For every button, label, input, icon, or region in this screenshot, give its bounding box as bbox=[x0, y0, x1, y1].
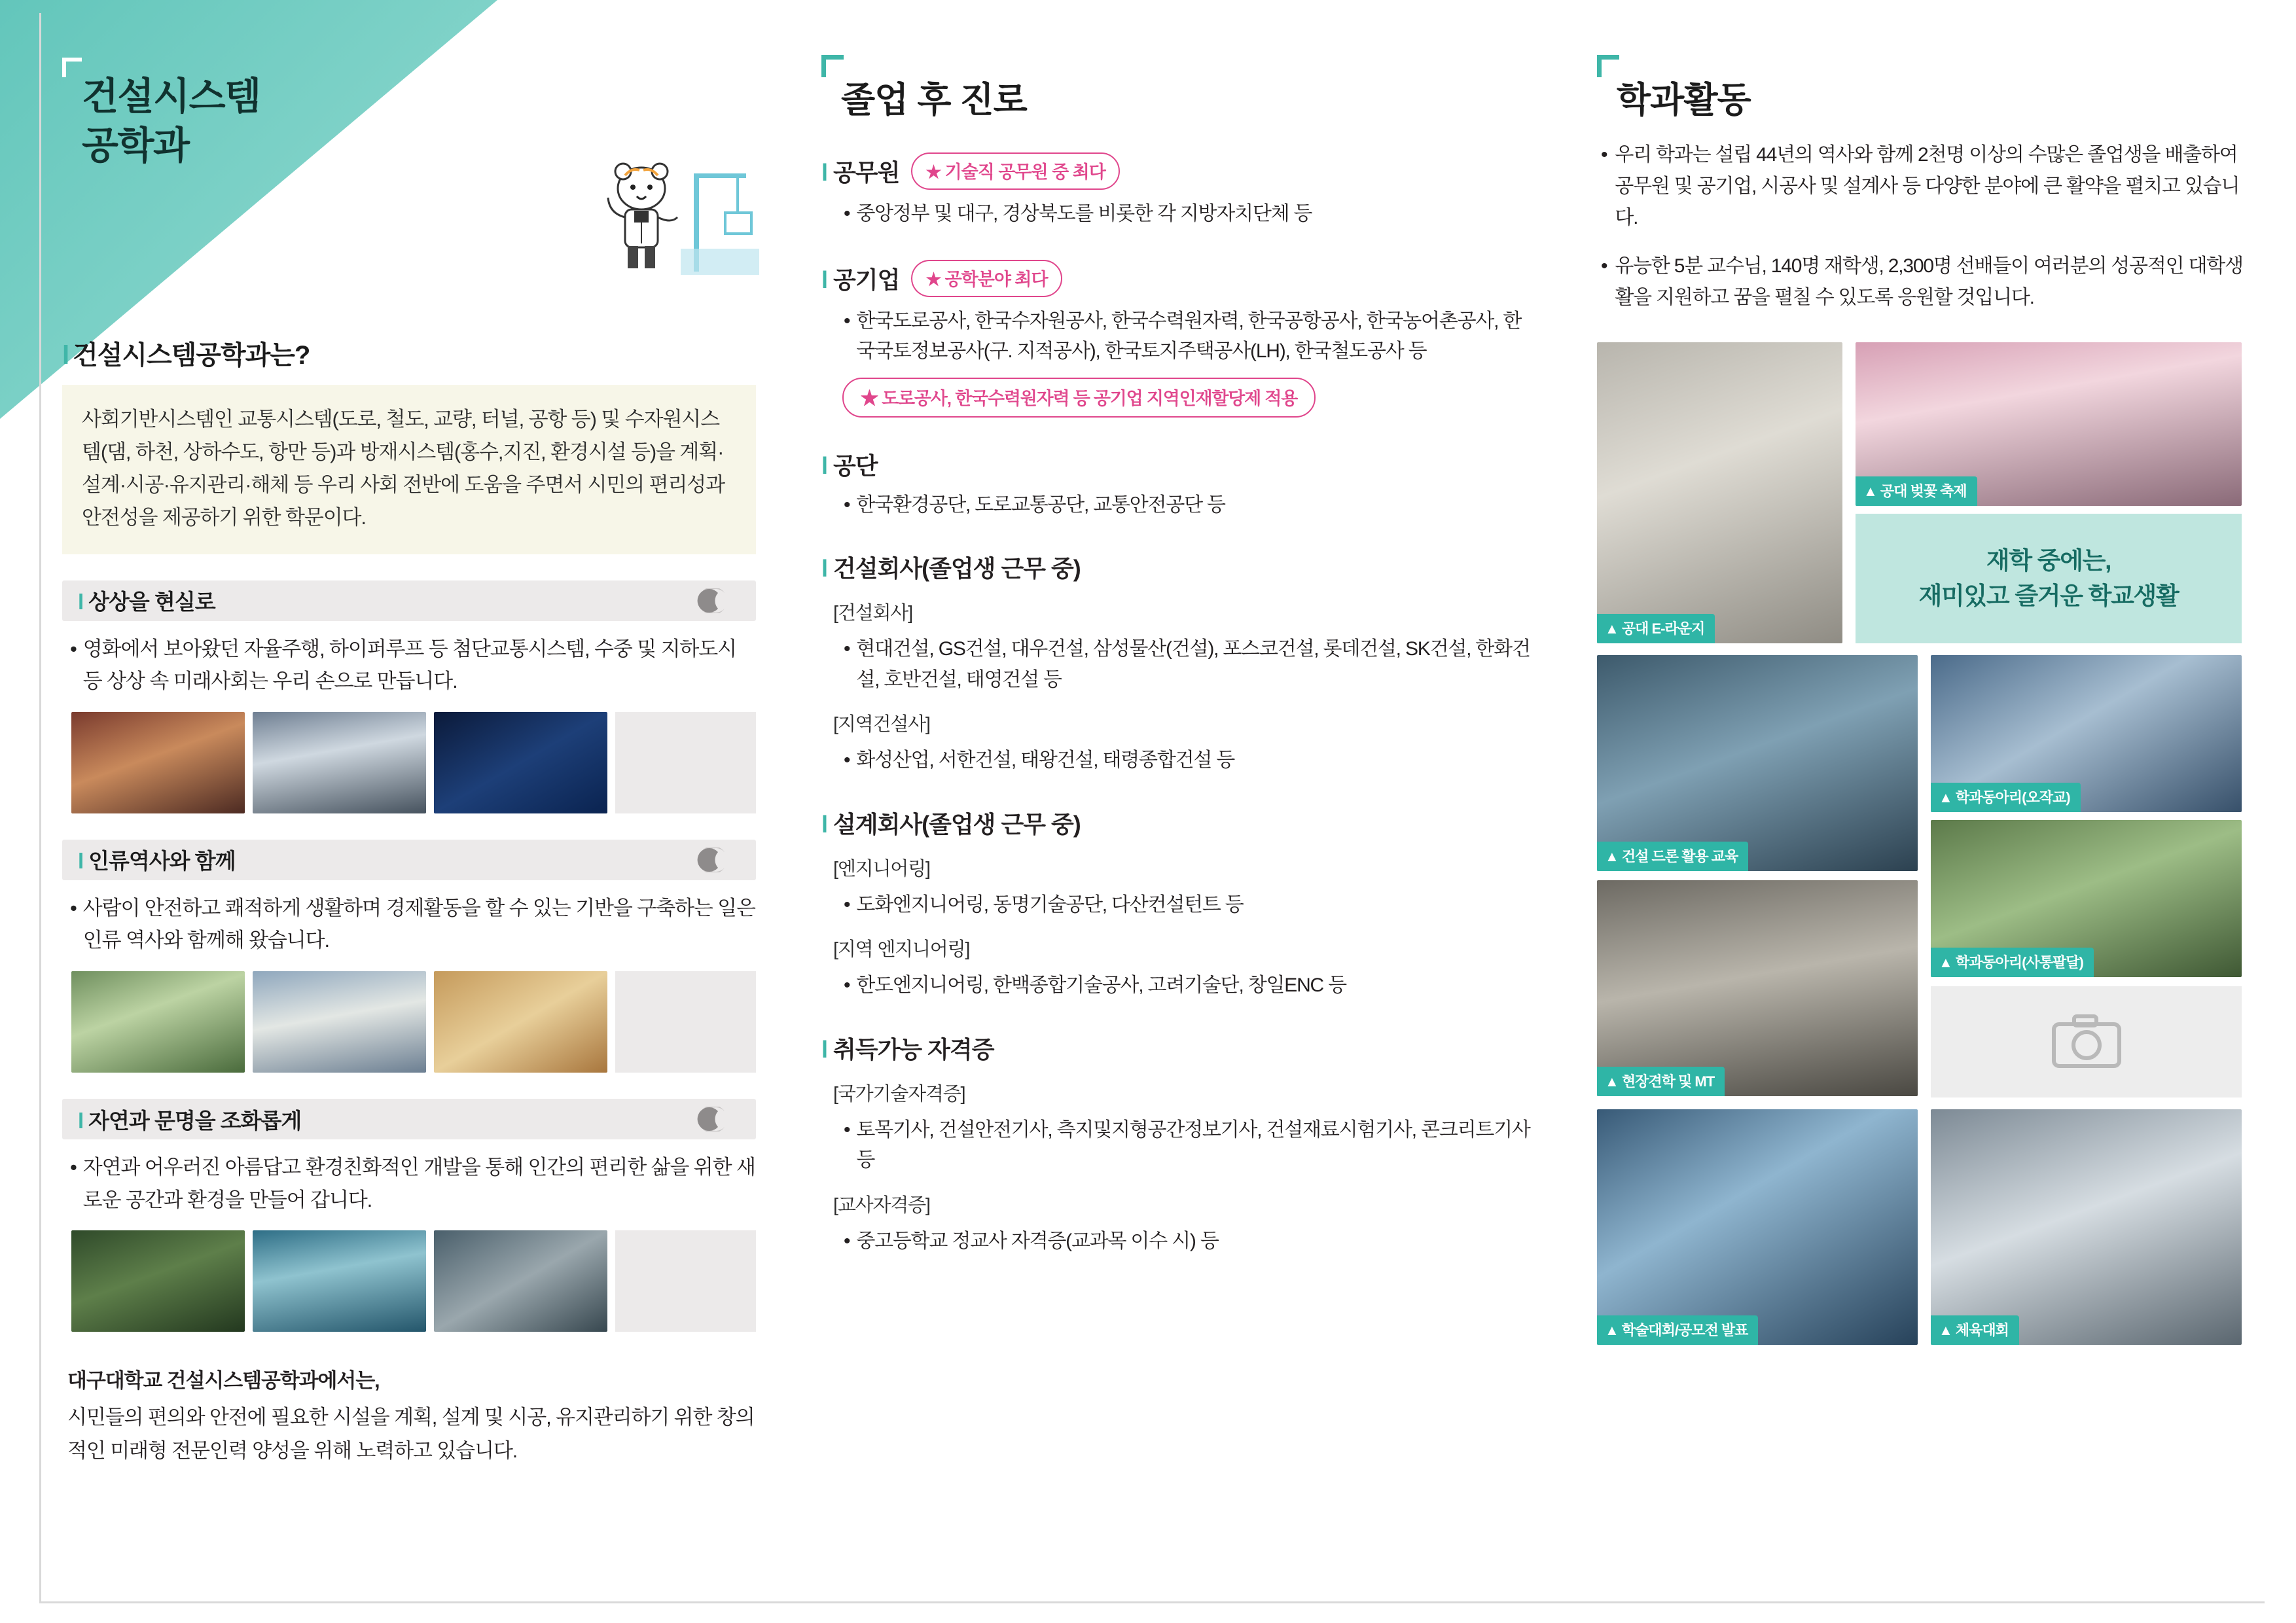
heading-bar-icon: l bbox=[78, 590, 84, 615]
activities-bullet-1: • 우리 학과는 설립 44년의 역사와 함께 2천명 이상의 수많은 졸업생을 배출하여 공무원 및 공기업, 시공사 및 설계사 등 다양한 분야에 큰 활약을 펼치고 있습니다. bbox=[1597, 139, 2258, 234]
bullet-dot: • bbox=[844, 203, 850, 224]
section-text-2: • 사람이 안전하고 쾌적하게 생활하며 경제활동을 할 수 있는 기반을 구축하는 일은 인류 역사와 함께해 왔습니다. bbox=[62, 892, 756, 957]
heading-bar-icon: l bbox=[78, 1108, 84, 1133]
moon-decoration-icon bbox=[696, 1107, 739, 1132]
closing-paragraph bbox=[62, 1364, 756, 1467]
coastal-bridge-photo bbox=[434, 1230, 607, 1332]
intro-body-text: 사회기반시스템인 교통시스템(도로, 철도, 교량, 터널, 공항 등) 및 수자원시스템(댐, 하천, 상하수도, 항만 등)과 방재시스템(홍수,지진, 환경시설 등)을 계획·설계·시공·유지관리·해체 등 우리 사회 전반에 도움을 주면서 시민의 편리성과 안전성을 제공하기 위한 학문이다. bbox=[62, 385, 756, 554]
star-icon: ★ bbox=[925, 162, 941, 182]
section-header-1: l 상상을 현실로 bbox=[62, 580, 756, 621]
badge-regional-quota: ★ 도로공사, 한국수력원자력 등 공기업 지역인재할당제 적용 bbox=[842, 378, 1316, 418]
mint-text-line1: 재학 중에는, bbox=[1986, 547, 2111, 575]
subsection-heading-corporation: l 공단 bbox=[821, 452, 878, 479]
section-text-1: • 영화에서 보아왔던 자율주행, 하이퍼루프 등 첨단교통시스템, 수중 및 지하도시 등 상상 속 미래사회는 우리 손으로 만듭니다. bbox=[62, 633, 756, 698]
bullet-dot: • bbox=[844, 1230, 850, 1252]
closing-body: 시민들의 편의와 안전에 필요한 시설을 계획, 설계 및 시공, 유지관리하기 위한 창의적인 미래형 전문인력 양성을 위해 노력하고 있습니다. bbox=[67, 1406, 755, 1462]
subsection-heading-design-company: l 설계회사(졸업생 근무 중) bbox=[821, 810, 1081, 838]
fountain-square-photo bbox=[253, 971, 426, 1073]
section-text-3: • 자연과 어우러진 아름답고 환경친화적인 개발을 통해 인간의 편리한 삶을 위한 새로운 공간과 환경을 만들어 갑니다. bbox=[62, 1151, 756, 1216]
photo-caption: ▲ 공대 벚꽃 축제 bbox=[1856, 476, 1977, 506]
heading-bar-icon: l bbox=[821, 159, 828, 186]
activities-section-title: 학과활동 bbox=[1597, 72, 2258, 122]
badge-public-enterprise: ★ 공학분야 최다 bbox=[911, 260, 1062, 297]
section-photos-2 bbox=[62, 971, 756, 1073]
bullet-dot: • bbox=[844, 974, 850, 996]
sports-day-photo bbox=[1931, 1109, 2242, 1345]
bracket-icon bbox=[821, 55, 844, 77]
camera-icon bbox=[2051, 1012, 2123, 1071]
bullet-dot: • bbox=[844, 749, 850, 771]
group-label: [교사자격증] bbox=[833, 1194, 930, 1216]
photo-placeholder-box bbox=[1931, 986, 2242, 1097]
group-label: [지역건설사] bbox=[833, 714, 930, 735]
drone-education-photo bbox=[1597, 655, 1918, 871]
heading-bar-icon: l bbox=[821, 266, 828, 293]
activities-photo-grid bbox=[1597, 342, 2251, 1481]
photo-caption: ▲ 학과동아리(오작교) bbox=[1931, 783, 2081, 812]
bracket-icon bbox=[1597, 55, 1619, 77]
bullet-dot: • bbox=[844, 493, 850, 516]
bullet-dot: • bbox=[844, 310, 850, 332]
section-header-2: l 인류역사와 함께 bbox=[62, 840, 756, 880]
tunnel-photo bbox=[71, 712, 245, 813]
field-trip-mt-photo bbox=[1597, 880, 1918, 1096]
club-sapalddal-photo bbox=[1931, 820, 2242, 977]
subsection-heading-construction-company: l 건설회사(졸업생 근무 중) bbox=[821, 555, 1081, 582]
bullet-dot: • bbox=[1601, 255, 1607, 277]
list-item: • 도화엔지니어링, 동명기술공단, 다산컨설턴트 등 bbox=[821, 890, 1535, 921]
intro-heading: l 건설시스템공학과는? bbox=[62, 340, 310, 370]
heading-bar-icon: l bbox=[62, 340, 69, 370]
pyramid-photo bbox=[434, 971, 607, 1073]
heading-bar-icon: l bbox=[821, 555, 828, 582]
bullet-dot: • bbox=[70, 637, 77, 660]
photo-caption: ▲ 체육대회 bbox=[1931, 1315, 2019, 1345]
activities-bullet-2: • 유능한 5분 교수님, 140명 재학생, 2,300명 선배들이 여러분의 성공적인 대학생활을 지원하고 꿈을 펼칠 수 있도록 응원할 것입니다. bbox=[1597, 251, 2258, 313]
mint-text-line2: 재미있고 즐거운 학교생활 bbox=[1918, 582, 2179, 609]
group-label: [국가기술자격증] bbox=[833, 1083, 965, 1105]
left-column bbox=[62, 72, 756, 1467]
bullet-dot: • bbox=[844, 638, 850, 660]
photo-caption: ▲ 공대 E-라운지 bbox=[1597, 614, 1715, 643]
list-item: • 토목기사, 건설안전기사, 측지및지형공간정보기사, 건설재료시험기사, 콘크리트기사 등 bbox=[821, 1115, 1535, 1176]
closing-bold-line: 대구대학교 건설시스템공학과에서는, bbox=[67, 1369, 380, 1393]
department-title-line1: 건설시스템 bbox=[82, 75, 260, 118]
list-item: • 한도엔지니어링, 한백종합기술공사, 고려기술단, 창일ENC 등 bbox=[821, 971, 1535, 1001]
photo-row-filler bbox=[615, 971, 756, 1073]
middle-column bbox=[821, 72, 1535, 1257]
list-item: • 중고등학교 정교사 자격증(교과목 이수 시) 등 bbox=[821, 1226, 1535, 1257]
bullet-dot: • bbox=[70, 896, 77, 919]
club-ojakgyo-photo bbox=[1931, 655, 2242, 812]
heading-bar-icon: l bbox=[78, 849, 84, 874]
section-header-3: l 자연과 문명을 조화롭게 bbox=[62, 1099, 756, 1139]
bullet-dot: • bbox=[70, 1156, 77, 1179]
smart-city-photo bbox=[434, 712, 607, 813]
subsection-heading-public-enterprise: l 공기업 ★ 공학분야 최다 bbox=[821, 260, 1535, 297]
train-photo bbox=[253, 712, 426, 813]
heading-bar-icon: l bbox=[821, 810, 828, 838]
photo-caption: ▲ 현장견학 및 MT bbox=[1597, 1067, 1725, 1096]
list-item: • 한국도로공사, 한국수자원공사, 한국수력원자력, 한국공항공사, 한국농어촌공사, 한국국토정보공사(구. 지적공사), 한국토지주택공사(LH), 한국철도공사 등 bbox=[821, 306, 1535, 367]
list-item: • 화성산업, 서한건설, 태왕건설, 태령종합건설 등 bbox=[821, 745, 1535, 776]
heading-bar-icon: l bbox=[821, 1035, 828, 1063]
photo-caption: ▲ 건설 드론 활용 교육 bbox=[1597, 842, 1748, 871]
list-item: • 현대건설, GS건설, 대우건설, 삼성물산(건설), 포스코건설, 롯데건설, SK건설, 한화건설, 호반건설, 태영건설 등 bbox=[821, 634, 1535, 695]
photo-row-filler bbox=[615, 712, 756, 813]
tiger-mascot-icon bbox=[566, 151, 762, 294]
star-icon: ★ bbox=[925, 269, 941, 289]
group-label: [지역 엔지니어링] bbox=[833, 939, 970, 960]
section-photos-1 bbox=[62, 712, 756, 813]
bracket-icon bbox=[62, 58, 82, 77]
subsection-heading-public-servant: l 공무원 ★ 기술직 공무원 중 최다 bbox=[821, 152, 1535, 190]
moon-decoration-icon bbox=[696, 588, 739, 613]
department-title-line2: 공학과 bbox=[82, 124, 189, 168]
cherry-blossom-festival-photo bbox=[1856, 342, 2242, 506]
career-section-title: 졸업 후 진로 bbox=[821, 72, 1535, 122]
eng-lounge-photo bbox=[1597, 342, 1842, 643]
badge-public-servant: ★ 기술직 공무원 중 최다 bbox=[911, 152, 1119, 190]
conference-presentation-photo bbox=[1597, 1109, 1918, 1345]
group-label: [건설회사] bbox=[833, 603, 912, 624]
forest-road-photo bbox=[71, 1230, 245, 1332]
bullet-dot: • bbox=[844, 893, 850, 916]
list-item: • 한국환경공단, 도로교통공단, 교통안전공단 등 bbox=[821, 490, 1535, 521]
section-photos-3 bbox=[62, 1230, 756, 1332]
stone-bridge-photo bbox=[71, 971, 245, 1073]
subsection-heading-certificates: l 취득가능 자격증 bbox=[821, 1035, 994, 1063]
group-label: [엔지니어링] bbox=[833, 858, 930, 880]
heading-bar-icon: l bbox=[821, 452, 828, 479]
photo-caption: ▲ 학과동아리(사통팔달) bbox=[1931, 948, 2094, 977]
right-column bbox=[1597, 72, 2258, 1481]
bullet-dot: • bbox=[844, 1118, 850, 1141]
mint-highlight-box bbox=[1856, 514, 2242, 643]
dam-lake-photo bbox=[253, 1230, 426, 1332]
list-item: • 중앙정부 및 대구, 경상북도를 비롯한 각 지방자치단체 등 bbox=[821, 199, 1535, 230]
bullet-dot: • bbox=[1601, 144, 1607, 166]
photo-row-filler bbox=[615, 1230, 756, 1332]
photo-caption: ▲ 학술대회/공모전 발표 bbox=[1597, 1315, 1758, 1345]
moon-decoration-icon bbox=[696, 847, 739, 872]
